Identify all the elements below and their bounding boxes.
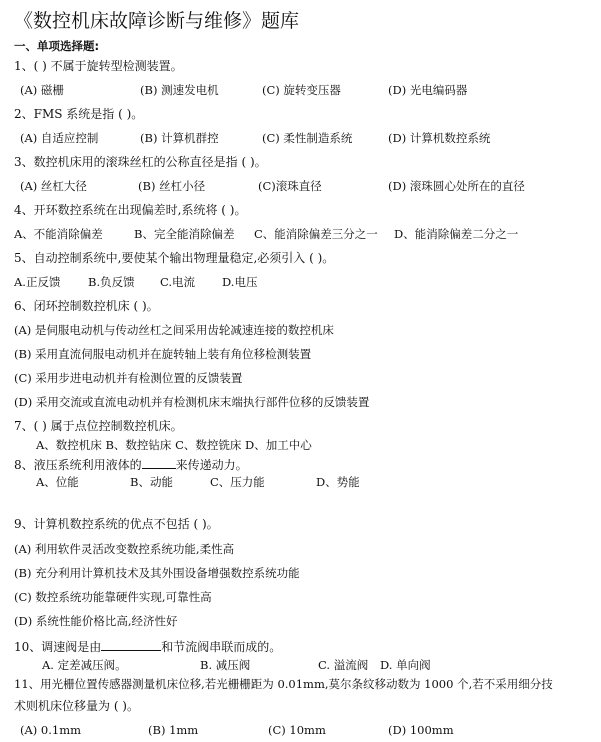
question-6-option-b: (B) 采用直流伺服电动机并在旋转轴上装有角位移检测装置	[14, 347, 312, 361]
question-3-stem: 3、数控机床用的滚珠丝杠的公称直径是指 ( )。	[14, 155, 267, 169]
question-1-option-d: (D) 光电编码器	[388, 83, 468, 97]
question-10-stem	[14, 638, 281, 655]
question-10-option-b: B. 减压阀	[200, 658, 251, 672]
question-9-option-b: (B) 充分利用计算机技术及其外围设备增强数控系统功能	[14, 566, 300, 580]
question-5-option-c: C.电流	[160, 275, 196, 289]
question-4-option-b: B、完全能消除偏差	[134, 227, 235, 241]
question-11-stem-line-2: 术则机床位移量为 ( )。	[14, 699, 139, 713]
question-10-blank	[101, 638, 161, 651]
question-9-option-d: (D) 系统性能价格比高,经济性好	[14, 614, 178, 628]
question-8-blank	[142, 456, 176, 469]
question-1-option-a: (A) 磁栅	[20, 83, 64, 97]
question-9-option-a: (A) 利用软件灵活改变数控系统功能,柔性高	[14, 542, 235, 556]
question-2-option-d: (D) 计算机数控系统	[388, 131, 491, 145]
question-8-option-a: A、位能	[36, 475, 79, 489]
question-8-option-b: B、动能	[130, 475, 173, 489]
question-5-option-a: A.正反馈	[14, 275, 61, 289]
question-10-option-a: A. 定差减压阀。	[42, 658, 127, 672]
question-10-stem-end: 和节流阀串联而成的。	[161, 640, 282, 654]
question-4-option-d: D、能消除偏差二分之一	[394, 227, 519, 241]
question-6-option-c: (C) 采用步进电动机并有检测位置的反馈装置	[14, 371, 243, 385]
question-6-option-d: (D) 采用交流或直流电动机并有检测机床末端执行部件位移的反馈装置	[14, 395, 370, 409]
question-3-option-d: (D) 滚珠圆心处所在的直径	[388, 179, 525, 193]
question-10-option-c: C. 溢流阀	[318, 658, 369, 672]
page-title: 《数控机床故障诊断与维修》题库	[14, 10, 300, 32]
question-10-stem-start: 10、调速阀是由	[14, 640, 102, 654]
question-8-option-d: D、势能	[316, 475, 360, 489]
question-2-stem: 2、FMS 系统是指 ( )。	[14, 107, 144, 121]
question-9-option-c: (C) 数控系统功能靠硬件实现,可靠性高	[14, 590, 212, 604]
question-7-options: A、数控机床 B、数控钻床 C、数控铣床 D、加工中心	[36, 438, 312, 452]
question-3-option-a: (A) 丝杠大径	[20, 179, 87, 193]
section-heading: 一、单项选择题:	[14, 39, 100, 53]
question-2-option-c: (C) 柔性制造系统	[262, 131, 353, 145]
question-6-stem: 6、闭环控制数控机床 ( )。	[14, 299, 159, 313]
question-3-option-c: (C)滚珠直径	[258, 179, 322, 193]
question-4-option-c: C、能消除偏差三分之一	[254, 227, 378, 241]
question-11-option-a: (A) 0.1mm	[20, 723, 82, 737]
question-7-stem: 7、( ) 属于点位控制数控机床。	[14, 419, 183, 433]
question-10-option-d: D. 单向阀	[380, 658, 431, 672]
question-1-stem: 1、( ) 不属于旋转型检测装置。	[14, 59, 183, 73]
question-1-option-c: (C) 旋转变压器	[262, 83, 341, 97]
question-4-stem: 4、开环数控系统在出现偏差时,系统将 ( )。	[14, 203, 247, 217]
question-8-stem-end: 来传递动力。	[175, 458, 248, 472]
question-2-option-b: (B) 计算机群控	[140, 131, 219, 145]
question-4-option-a: A、不能消除偏差	[14, 227, 103, 241]
question-11-option-d: (D) 100mm	[388, 723, 454, 737]
question-5-option-d: D.电压	[222, 275, 258, 289]
question-6-option-a: (A) 是伺服电动机与传动丝杠之间采用齿轮减速连接的数控机床	[14, 323, 334, 337]
question-11-stem-line-1: 11、用光栅位置传感器测量机床位移,若光栅栅距为 0.01mm,莫尔条纹移动数为 1000 个,若不采用细分技	[14, 677, 553, 691]
question-5-option-b: B.负反馈	[88, 275, 135, 289]
question-1-option-b: (B) 测速发电机	[140, 83, 219, 97]
question-8-stem-start: 8、液压系统利用液体的	[14, 458, 142, 472]
question-11-option-c: (C) 10mm	[268, 723, 326, 737]
question-5-stem: 5、自动控制系统中,要使某个输出物理量稳定,必须引入 ( )。	[14, 251, 335, 265]
question-3-option-b: (B) 丝杠小径	[138, 179, 206, 193]
question-9-stem: 9、计算机数控系统的优点不包括 ( )。	[14, 517, 219, 531]
question-2-option-a: (A) 自适应控制	[20, 131, 99, 145]
question-8-option-c: C、压力能	[210, 475, 265, 489]
question-11-option-b: (B) 1mm	[148, 723, 199, 737]
question-8-stem	[14, 456, 248, 473]
